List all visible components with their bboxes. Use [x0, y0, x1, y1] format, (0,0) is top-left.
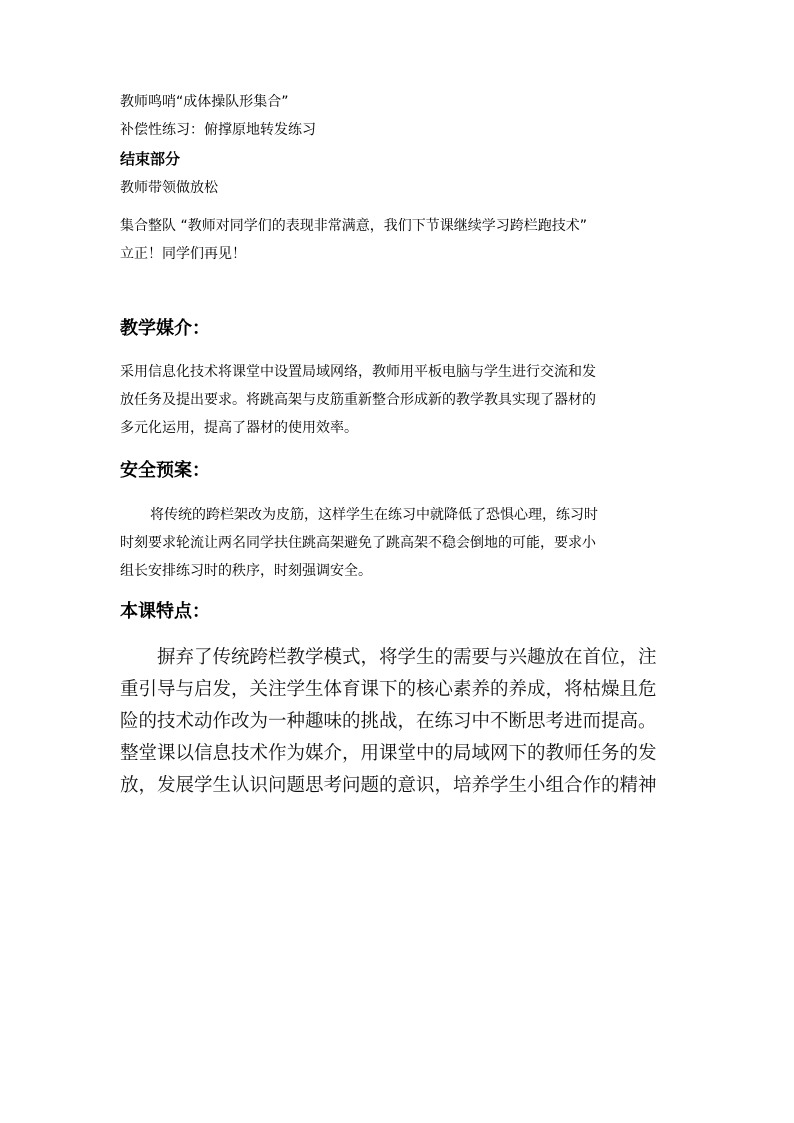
safety-line: 时刻要求轮流让两名同学扶住跳高架避免了跳高架不稳会倒地的可能，要求小 — [120, 535, 596, 551]
ending-line-relax: 教师带领做放松 — [120, 180, 218, 196]
media-line: 多元化运用，提高了器材的使用效率。 — [120, 420, 358, 436]
media-line: 放任务及提出要求。将跳高架与皮筋重新整合形成新的教学教具实现了器材的 — [120, 392, 596, 408]
features-line: 重引导与启发，关注学生体育课下的核心素养的养成，将枯燥且危 — [120, 679, 657, 700]
safety-heading: 安全预案： — [120, 460, 210, 481]
intro-line-whistle: 教师鸣哨“成体操队形集合” — [120, 94, 289, 110]
features-line: 摒弃了传统跨栏教学模式，将学生的需要与兴趣放在首位，注 — [157, 647, 657, 668]
features-line: 险的技术动作改为一种趣味的挑战，在练习中不断思考进而提高。 — [120, 711, 657, 732]
safety-line: 将传统的跨栏架改为皮筋，这样学生在练习中就降低了恐惧心理，练习时 — [150, 507, 598, 523]
ending-line-assembly: 集合整队 “教师对同学们的表现非常满意，我们下节课继续学习跨栏跑技术” — [120, 218, 587, 234]
ending-line-goodbye: 立正！同学们再见！ — [120, 246, 246, 262]
features-line: 整堂课以信息技术作为媒介，用课堂中的局域网下的教师任务的发 — [120, 743, 657, 764]
intro-line-compensation: 补偿性练习：俯撑原地转发练习 — [120, 122, 316, 138]
features-heading: 本课特点： — [120, 601, 210, 622]
ending-heading: 结束部分 — [120, 150, 181, 168]
media-line: 采用信息化技术将课堂中设置局域网络，教师用平板电脑与学生进行交流和发 — [120, 364, 596, 380]
media-heading: 教学媒介： — [120, 318, 210, 339]
features-line: 放，发展学生认识问题思考问题的意识，培养学生小组合作的精神 — [120, 775, 657, 796]
safety-line: 组长安排练习时的秩序，时刻强调安全。 — [120, 563, 372, 579]
